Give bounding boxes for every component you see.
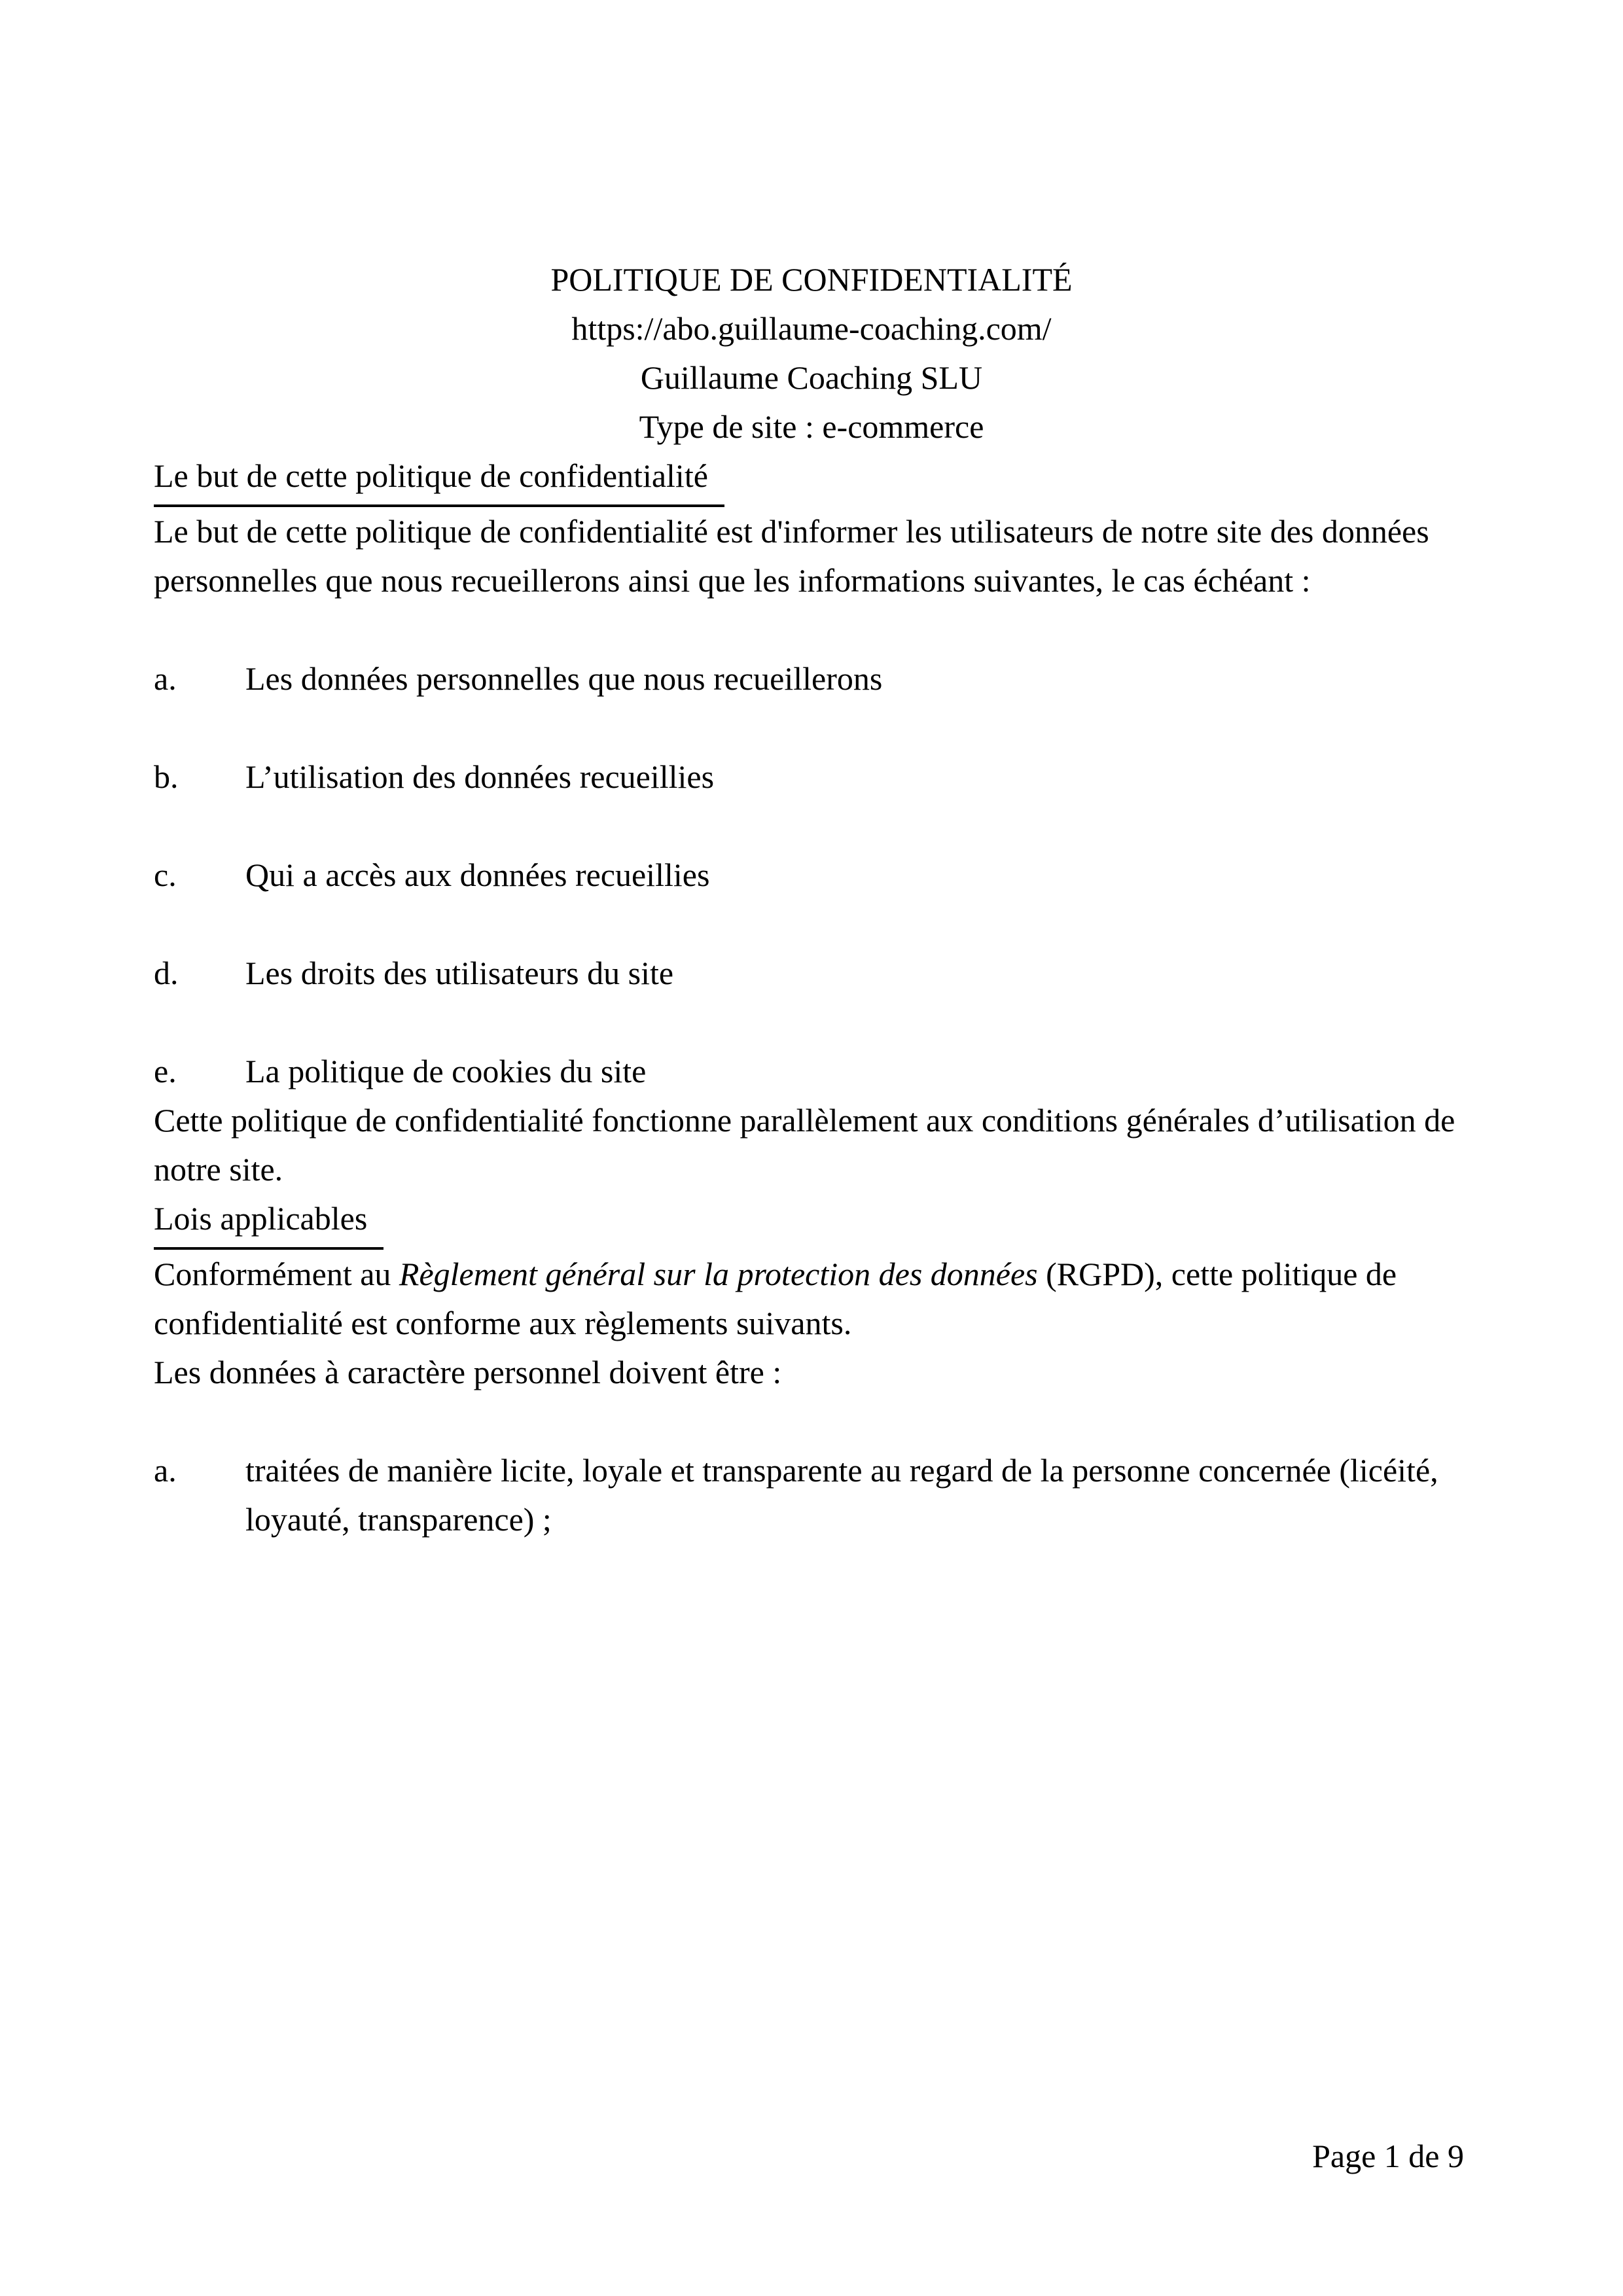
laws-paragraph-suffix: (RGPD), cette politique de confidentialité est conforme aux règlements suivants. <box>154 1256 1397 1341</box>
section-heading-purpose <box>154 451 1469 507</box>
list-item-marker: a. <box>154 1452 177 1489</box>
list-item-text: La politique de cookies du site <box>245 1053 647 1089</box>
list-item-text: Les droits des utilisateurs du site <box>245 955 674 991</box>
purpose-outro-paragraph: Cette politique de confidentialité fonctionne parallèlement aux conditions générales d’utilisation de notre site. <box>154 1102 1455 1188</box>
list-item-a <box>154 654 1469 703</box>
list-item-c <box>154 851 1469 900</box>
list-item-marker: e. <box>154 1053 177 1089</box>
site-type: Type de site : e-commerce <box>639 408 984 445</box>
list-item-text: Qui a accès aux données recueillies <box>245 857 710 893</box>
list-item-d <box>154 949 1469 998</box>
list-item-marker: c. <box>154 857 177 893</box>
section-heading-laws <box>154 1194 1469 1250</box>
section-heading-laws-text: Lois applicables <box>154 1194 383 1250</box>
section-heading-purpose-text: Le but de cette politique de confidentialité <box>154 451 724 507</box>
list-item-text: Les données personnelles que nous recueillerons <box>245 660 883 697</box>
list-item-marker: b. <box>154 758 179 795</box>
list-item-text: traitées de manière licite, loyale et transparente au regard de la personne concernée (licéité, loyauté, transparence) ; <box>245 1452 1438 1538</box>
laws-list-item-a <box>154 1446 1469 1544</box>
laws-paragraph-prefix: Conformément au <box>154 1256 399 1292</box>
laws-paragraph-rgpd <box>154 1250 1469 1348</box>
company-name: Guillaume Coaching SLU <box>640 359 983 396</box>
laws-paragraph-regulation-name: Règlement général sur la protection des données <box>399 1256 1038 1292</box>
list-item-marker: d. <box>154 955 179 991</box>
list-item-text: L’utilisation des données recueillies <box>245 758 715 795</box>
list-item-marker: a. <box>154 660 177 697</box>
list-item-b <box>154 752 1469 802</box>
list-item-e <box>154 1047 1469 1096</box>
site-url: https://abo.guillaume-coaching.com/ <box>571 310 1052 347</box>
page-number: Page 1 de 9 <box>1312 2138 1464 2174</box>
document-title: POLITIQUE DE CONFIDENTIALITÉ <box>550 261 1073 298</box>
laws-paragraph-data-intro: Les données à caractère personnel doivent être : <box>154 1354 782 1390</box>
purpose-intro-paragraph: Le but de cette politique de confidentialité est d'informer les utilisateurs de notre site des données personnelles que nous recueillerons ainsi que les informations suivantes, le cas échéant : <box>154 513 1429 599</box>
